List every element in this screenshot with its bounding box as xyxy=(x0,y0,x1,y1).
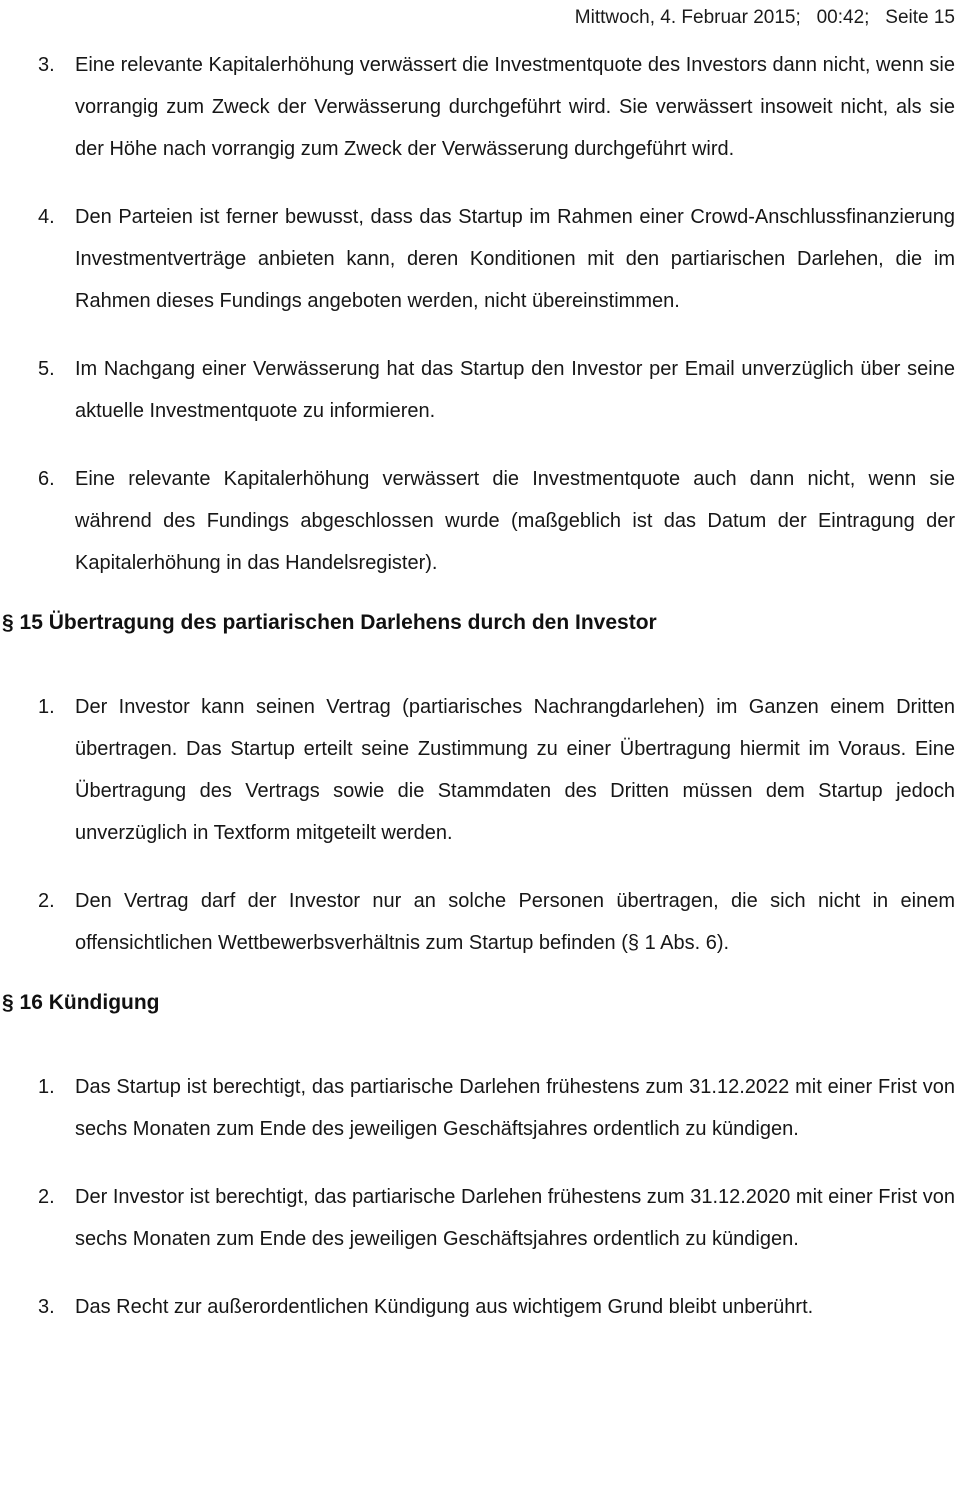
item-number: 6. xyxy=(38,468,55,490)
item-number: 3. xyxy=(38,54,55,76)
list-item xyxy=(38,1066,955,1150)
item-number: 5. xyxy=(38,358,55,380)
item-text: Den Parteien ist ferner bewusst, dass das Startup im Rahmen einer Crowd-Anschlussfinanzierung Investmentverträge anbieten kann, deren Konditionen mit den partiarischen Darlehen, die im Rahmen dieses Fundings angeboten werden, nicht übereinstimmen. xyxy=(75,206,955,312)
item-text: Im Nachgang einer Verwässerung hat das Startup den Investor per Email unverzüglich über seine aktuelle Investmentquote zu informieren. xyxy=(75,358,955,422)
item-number: 1. xyxy=(38,696,55,718)
page-header: Mittwoch, 4. Februar 2015; 00:42; Seite 15 xyxy=(574,7,955,28)
section-heading-15: § 15 Übertragung des partiarischen Darlehens durch den Investor xyxy=(2,611,657,634)
item-number: 4. xyxy=(38,206,55,228)
item-text: Das Recht zur außerordentlichen Kündigung aus wichtigem Grund bleibt unberührt. xyxy=(75,1296,814,1318)
list-item xyxy=(38,44,955,170)
section-heading-16: § 16 Kündigung xyxy=(2,991,160,1014)
item-number: 3. xyxy=(38,1296,55,1318)
list-item xyxy=(38,1286,955,1328)
item-number: 2. xyxy=(38,1186,55,1208)
list-item xyxy=(38,880,955,964)
item-text: Der Investor ist berechtigt, das partiarische Darlehen frühestens zum 31.12.2020 mit einer Frist von sechs Monaten zum Ende des jeweiligen Geschäftsjahres ordentlich zu kündigen. xyxy=(75,1186,955,1250)
item-number: 1. xyxy=(38,1076,55,1098)
item-text: Das Startup ist berechtigt, das partiarische Darlehen frühestens zum 31.12.2022 mit einer Frist von sechs Monaten zum Ende des jeweiligen Geschäftsjahres ordentlich zu kündigen. xyxy=(75,1076,955,1140)
list-item xyxy=(38,348,955,432)
item-number: 2. xyxy=(38,890,55,912)
list-item xyxy=(38,686,955,854)
list-item xyxy=(38,1176,955,1260)
list-item xyxy=(38,196,955,322)
item-text: Der Investor kann seinen Vertrag (partiarisches Nachrangdarlehen) im Ganzen einem Dritten übertragen. Das Startup erteilt seine Zustimmung zu einer Übertragung hiermit im Voraus. Eine Übertragung des Vertrags sowie die Stammdaten des Dritten müssen dem Startup jedoch unverzüglich in Textform mitgeteilt werden. xyxy=(75,696,955,844)
item-text: Eine relevante Kapitalerhöhung verwässert die Investmentquote des Investors dann nicht, wenn sie vorrangig zum Zweck der Verwässerung durchgeführt wird. Sie verwässert insoweit nicht, als sie der Höhe nach vorrangig zum Zweck der Verwässerung durchgeführt wird. xyxy=(75,54,955,160)
item-text: Den Vertrag darf der Investor nur an solche Personen übertragen, die sich nicht in einem offensichtlichen Wettbewerbsverhältnis zum Startup befinden (§ 1 Abs. 6). xyxy=(75,890,955,954)
list-item xyxy=(38,458,955,584)
item-text: Eine relevante Kapitalerhöhung verwässert die Investmentquote auch dann nicht, wenn sie während des Fundings abgeschlossen wurde (maßgeblich ist das Datum der Eintragung der Kapitalerhöhung in das Handelsregister). xyxy=(75,468,955,574)
